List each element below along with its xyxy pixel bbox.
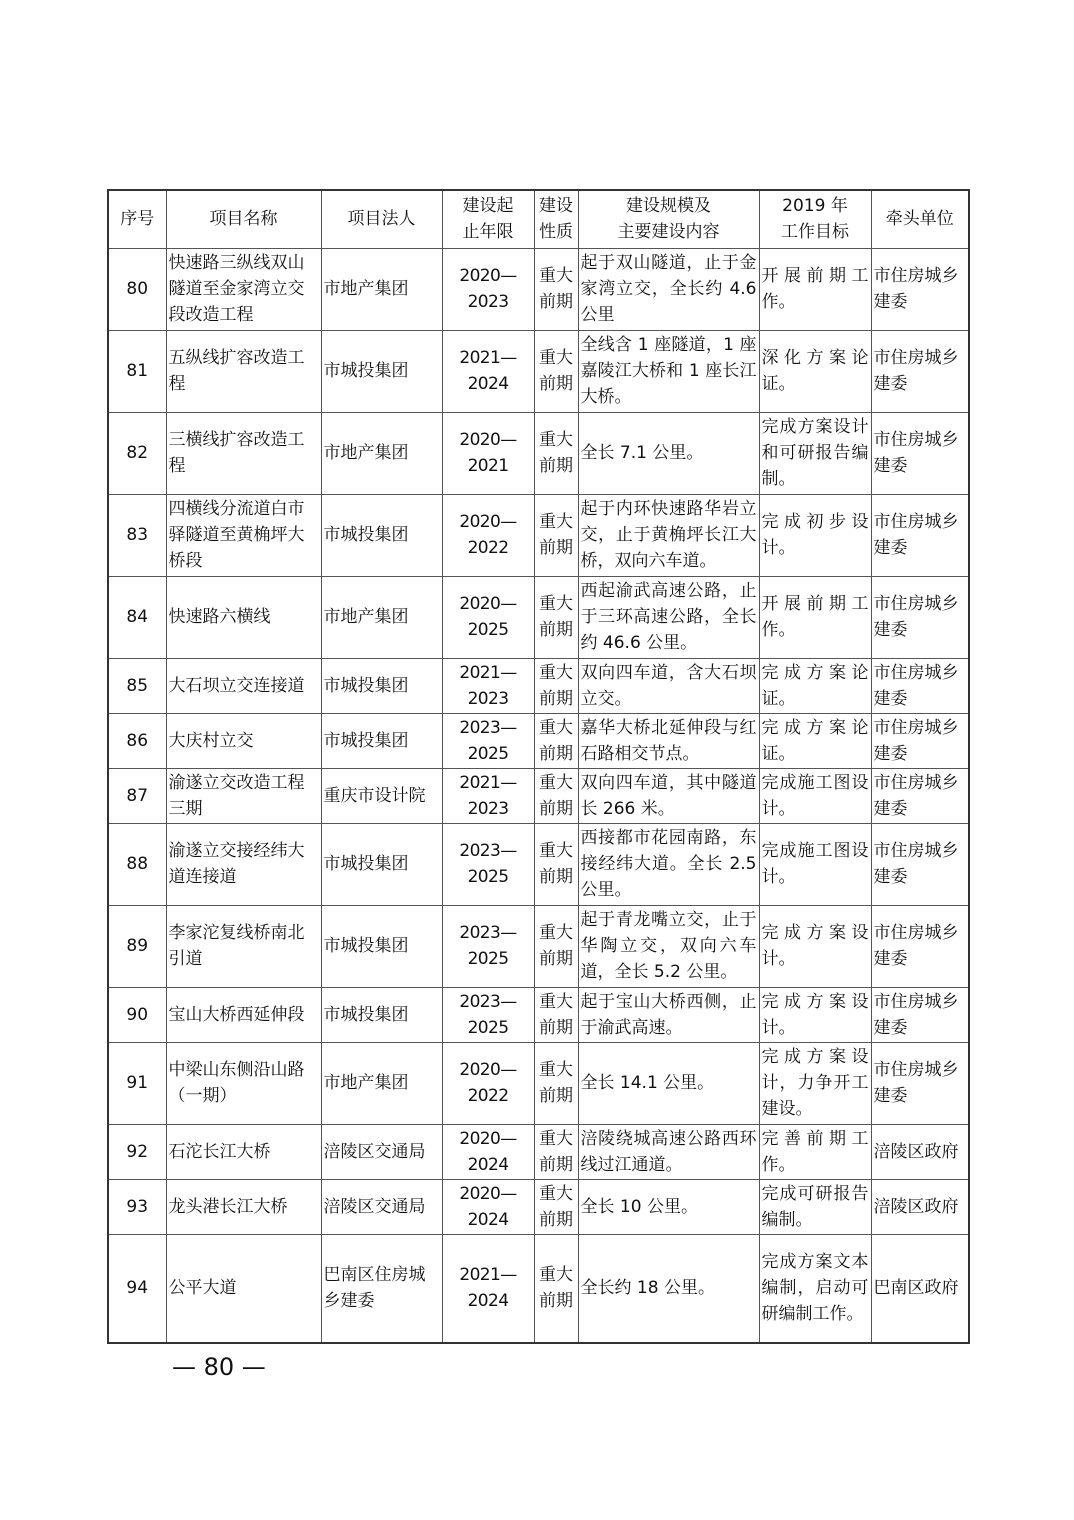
project-table (107, 189, 970, 1344)
row-period: 2020—2022 (442, 1042, 534, 1124)
header-target-line1: 2019 年 (782, 196, 848, 217)
row-project-name: 大石坝立交连接道 (166, 658, 321, 713)
row-target: 完成施工图设计。 (759, 823, 871, 905)
row-scale: 全长约 18 公里。 (578, 1234, 759, 1343)
row-target: 完成方案设计和可研报告编制。 (759, 412, 871, 494)
row-nature: 重大前期 (534, 768, 578, 823)
row-target: 完成施工图设计。 (759, 768, 871, 823)
row-no: 89 (108, 905, 166, 987)
row-target: 完成可研报告编制。 (759, 1179, 871, 1234)
row-owner: 市地产集团 (321, 412, 442, 494)
row-scale: 西接都市花园南路，东接经纬大道。全长 2.5 公里。 (578, 823, 759, 905)
row-owner: 市地产集团 (321, 1042, 442, 1124)
row-no: 88 (108, 823, 166, 905)
row-target: 开展前期工作。 (759, 576, 871, 658)
row-lead: 市住房城乡建委 (871, 576, 969, 658)
row-nature: 重大前期 (534, 658, 578, 713)
table-row (108, 412, 969, 494)
header-name: 项目名称 (166, 190, 321, 248)
row-period: 2020—2021 (442, 412, 534, 494)
table-row (108, 1234, 969, 1343)
row-scale: 全长 7.1 公里。 (578, 412, 759, 494)
row-nature: 重大前期 (534, 330, 578, 412)
row-period: 2023—2025 (442, 713, 534, 768)
row-project-name: 龙头港长江大桥 (166, 1179, 321, 1234)
row-scale: 起于内环快速路华岩立交，止于黄桷坪长江大桥，双向六车道。 (578, 494, 759, 576)
row-lead: 市住房城乡建委 (871, 248, 969, 330)
header-nature (534, 190, 578, 248)
row-project-name: 五纵线扩容改造工程 (166, 330, 321, 412)
row-period: 2021—2024 (442, 1234, 534, 1343)
row-target: 完成方案论证。 (759, 713, 871, 768)
row-scale: 全线含 1 座隧道，1 座嘉陵江大桥和 1 座长江大桥。 (578, 330, 759, 412)
row-lead: 市住房城乡建委 (871, 768, 969, 823)
row-owner: 市城投集团 (321, 330, 442, 412)
row-scale: 双向四车道，含大石坝立交。 (578, 658, 759, 713)
row-scale: 嘉华大桥北延伸段与红石路相交节点。 (578, 713, 759, 768)
row-project-name: 快速路六横线 (166, 576, 321, 658)
header-period-line1: 建设起 (462, 196, 514, 217)
row-lead: 市住房城乡建委 (871, 905, 969, 987)
row-scale: 全长 10 公里。 (578, 1179, 759, 1234)
row-owner: 重庆市设计院 (321, 768, 442, 823)
header-row (108, 190, 969, 248)
table-row (108, 330, 969, 412)
row-lead: 市住房城乡建委 (871, 412, 969, 494)
row-project-name: 李家沱复线桥南北引道 (166, 905, 321, 987)
row-no: 83 (108, 494, 166, 576)
row-lead: 市住房城乡建委 (871, 658, 969, 713)
row-nature: 重大前期 (534, 248, 578, 330)
table-row (108, 987, 969, 1042)
row-nature: 重大前期 (534, 412, 578, 494)
header-scale (578, 190, 759, 248)
row-project-name: 宝山大桥西延伸段 (166, 987, 321, 1042)
row-nature: 重大前期 (534, 576, 578, 658)
row-owner: 市地产集团 (321, 248, 442, 330)
table-row (108, 1042, 969, 1124)
row-target: 开展前期工作。 (759, 248, 871, 330)
header-nature-line1: 建设 (539, 196, 573, 217)
row-target: 完成方案论证。 (759, 658, 871, 713)
row-no: 84 (108, 576, 166, 658)
row-no: 85 (108, 658, 166, 713)
row-no: 94 (108, 1234, 166, 1343)
row-lead: 涪陵区政府 (871, 1124, 969, 1179)
row-scale: 双向四车道，其中隧道长 266 米。 (578, 768, 759, 823)
table-row (108, 248, 969, 330)
row-period: 2023—2025 (442, 823, 534, 905)
row-owner: 市城投集团 (321, 905, 442, 987)
header-target-line2: 工作目标 (781, 222, 849, 243)
row-no: 86 (108, 713, 166, 768)
table-row (108, 1179, 969, 1234)
row-project-name: 石沱长江大桥 (166, 1124, 321, 1179)
header-target (759, 190, 871, 248)
header-period-line2: 止年限 (462, 222, 514, 243)
row-target: 完成初步设计。 (759, 494, 871, 576)
row-owner: 市地产集团 (321, 576, 442, 658)
row-period: 2023—2025 (442, 987, 534, 1042)
row-scale: 起于青龙嘴立交，止于华陶立交，双向六车道，全长 5.2 公里。 (578, 905, 759, 987)
table-row (108, 823, 969, 905)
header-period (442, 190, 534, 248)
header-scale-line2: 主要建设内容 (617, 222, 720, 243)
row-project-name: 三横线扩容改造工程 (166, 412, 321, 494)
row-project-name: 渝遂立交改造工程三期 (166, 768, 321, 823)
row-owner: 市城投集团 (321, 987, 442, 1042)
row-no: 81 (108, 330, 166, 412)
row-project-name: 快速路三纵线双山隧道至金家湾立交段改造工程 (166, 248, 321, 330)
row-scale: 西起渝武高速公路，止于三环高速公路，全长约 46.6 公里。 (578, 576, 759, 658)
table-row (108, 658, 969, 713)
row-period: 2023—2025 (442, 905, 534, 987)
table-row (108, 494, 969, 576)
row-period: 2021—2023 (442, 658, 534, 713)
row-owner: 市城投集团 (321, 823, 442, 905)
row-period: 2021—2023 (442, 768, 534, 823)
row-target: 完成方案设计。 (759, 905, 871, 987)
table-row (108, 905, 969, 987)
row-no: 92 (108, 1124, 166, 1179)
header-no: 序号 (108, 190, 166, 248)
row-nature: 重大前期 (534, 1042, 578, 1124)
row-project-name: 公平大道 (166, 1234, 321, 1343)
row-no: 80 (108, 248, 166, 330)
header-nature-line2: 性质 (539, 222, 573, 243)
header-owner: 项目法人 (321, 190, 442, 248)
row-lead: 市住房城乡建委 (871, 823, 969, 905)
row-owner: 市城投集团 (321, 713, 442, 768)
row-scale: 涪陵绕城高速公路西环线过江通道。 (578, 1124, 759, 1179)
row-owner: 涪陵区交通局 (321, 1179, 442, 1234)
row-target: 完成方案设计。 (759, 987, 871, 1042)
row-period: 2020—2022 (442, 494, 534, 576)
row-no: 82 (108, 412, 166, 494)
row-scale: 全长 14.1 公里。 (578, 1042, 759, 1124)
row-lead: 市住房城乡建委 (871, 1042, 969, 1124)
table-row (108, 713, 969, 768)
row-project-name: 四横线分流道白市驿隧道至黄桷坪大桥段 (166, 494, 321, 576)
row-project-name: 渝遂立交接经纬大道连接道 (166, 823, 321, 905)
row-nature: 重大前期 (534, 823, 578, 905)
row-no: 91 (108, 1042, 166, 1124)
row-nature: 重大前期 (534, 1179, 578, 1234)
row-owner: 巴南区住房城乡建委 (321, 1234, 442, 1343)
row-lead: 市住房城乡建委 (871, 713, 969, 768)
row-period: 2020—2025 (442, 576, 534, 658)
row-no: 90 (108, 987, 166, 1042)
row-no: 87 (108, 768, 166, 823)
row-lead: 巴南区政府 (871, 1234, 969, 1343)
row-nature: 重大前期 (534, 1234, 578, 1343)
row-lead: 市住房城乡建委 (871, 494, 969, 576)
row-nature: 重大前期 (534, 987, 578, 1042)
row-nature: 重大前期 (534, 905, 578, 987)
row-nature: 重大前期 (534, 713, 578, 768)
row-owner: 市城投集团 (321, 494, 442, 576)
row-owner: 市城投集团 (321, 658, 442, 713)
row-project-name: 中梁山东侧沿山路（一期） (166, 1042, 321, 1124)
row-lead: 市住房城乡建委 (871, 987, 969, 1042)
row-period: 2020—2024 (442, 1124, 534, 1179)
header-lead: 牵头单位 (871, 190, 969, 248)
row-target: 完善前期工作。 (759, 1124, 871, 1179)
row-project-name: 大庆村立交 (166, 713, 321, 768)
row-nature: 重大前期 (534, 494, 578, 576)
row-target: 深化方案论证。 (759, 330, 871, 412)
row-target: 完成方案设计，力争开工建设。 (759, 1042, 871, 1124)
table-row (108, 768, 969, 823)
row-target: 完成方案文本编制，启动可研编制工作。 (759, 1234, 871, 1343)
row-lead: 市住房城乡建委 (871, 330, 969, 412)
page-number: — 80 — (172, 1353, 266, 1381)
header-scale-line1: 建设规模及 (626, 196, 711, 217)
row-no: 93 (108, 1179, 166, 1234)
row-period: 2020—2023 (442, 248, 534, 330)
table-row (108, 1124, 969, 1179)
row-scale: 起于双山隧道，止于金家湾立交，全长约 4.6 公里 (578, 248, 759, 330)
table-row (108, 576, 969, 658)
row-period: 2020—2024 (442, 1179, 534, 1234)
row-lead: 涪陵区政府 (871, 1179, 969, 1234)
row-nature: 重大前期 (534, 1124, 578, 1179)
row-scale: 起于宝山大桥西侧，止于渝武高速。 (578, 987, 759, 1042)
row-owner: 涪陵区交通局 (321, 1124, 442, 1179)
row-period: 2021—2024 (442, 330, 534, 412)
